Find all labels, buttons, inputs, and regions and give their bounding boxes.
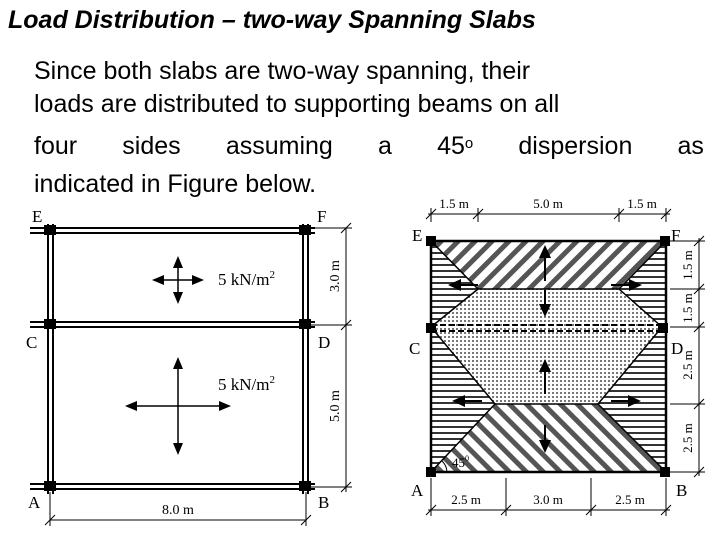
word: as [677,132,704,160]
load-label-top: 5 $kN/m^2$ [218,269,275,289]
node-label-c: C [409,339,421,358]
node-label-f: F [317,207,327,226]
node-label-a: A [28,493,41,512]
paragraph-line-4: indicated in Figure below. [34,170,317,198]
dim-label-bottom: 3.0 m [533,492,563,507]
node-label-d: D [671,339,684,358]
node-label-f: F [671,226,681,245]
node-label-e: E [32,207,43,226]
left-slab-frame [30,224,315,494]
node-label-b: B [676,481,688,500]
node-label-d: D [318,333,331,352]
angle-label: $45^0$ [452,454,469,470]
word: assuming [225,132,333,160]
dim-label-bottom-panel: 5.0 m [328,390,343,422]
dim-label-right: 2.5 m [680,350,695,380]
node-label-c: C [26,333,38,352]
dim-label-top: 1.5 m [627,196,657,211]
four-way-arrow-icon [152,256,204,304]
dim-label-top-panel: 3.0 m [328,260,343,292]
paragraph-line-2: loads are distributed to supporting beams on all [34,90,560,118]
word: sides [122,132,181,160]
dim-label-top: 5.0 m [533,196,563,211]
dim-label-right: 1.5 m [680,293,695,323]
node-label-a: A [411,481,424,500]
paragraph-line-1: Since both slabs are two-way spanning, their [34,57,531,85]
dim-label-top: 1.5 m [439,196,469,211]
node-label-e: E [412,226,423,245]
node-label-b: B [318,493,330,512]
word: four [34,132,78,160]
slide-title: Load Distribution – two-way Spanning Slabs [8,6,536,34]
dim-label-width: 8.0 m [162,503,194,518]
dim-label-bottom: 2.5 m [615,492,645,507]
dim-label-right: 1.5 m [680,250,695,280]
dim-label-bottom: 2.5 m [451,492,481,507]
dim-label-right: 2.5 m [680,423,695,453]
word-angle: 45$^o$ [437,132,474,160]
word: a [377,132,392,160]
four-way-arrow-icon [125,357,231,455]
word: dispersion [518,132,633,160]
load-label-bottom: 5 $kN/m^2$ [218,374,275,394]
